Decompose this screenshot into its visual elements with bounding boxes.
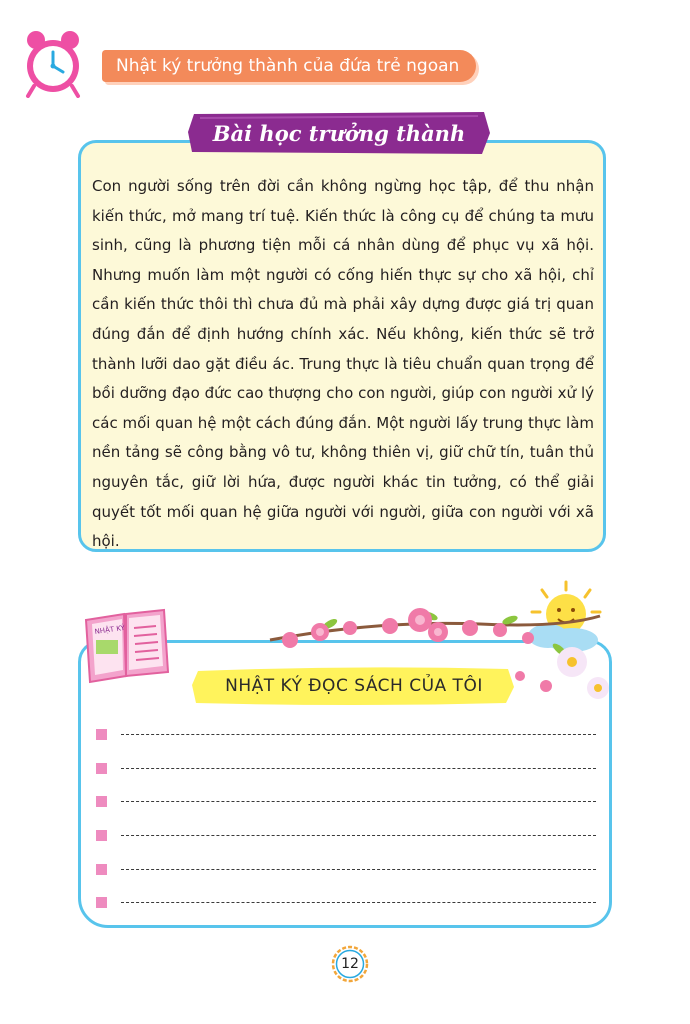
bullet-square xyxy=(96,864,107,875)
writing-line[interactable] xyxy=(96,785,596,819)
dashed-line xyxy=(121,869,596,870)
writing-line[interactable] xyxy=(96,852,596,886)
writing-line[interactable] xyxy=(96,718,596,752)
open-book-icon xyxy=(80,606,172,686)
writing-line[interactable] xyxy=(96,752,596,786)
writing-line[interactable] xyxy=(96,819,596,853)
bullet-square xyxy=(96,729,107,740)
lesson-paragraph: Con người sống trên đời cần không ngừng học tập, để thu nhận kiến thức, mở mang trí tuệ. Kiến thức là công cụ để chúng ta mưu sinh, cũng là phương tiện mỗi cá nhân dùng để phục vụ xã hội. Nhưng muốn làm một người có cống hiến thực sự cho xã hội, chỉ cần kiến thức thôi thì chưa đủ mà phải xây dựng được giá trị quan đúng đắn để định hướng chính xác. Nếu không, kiến thức sẽ trở thành lưỡi dao gặt điều ác. Trung thực là tiêu chuẩn quan trọng để bồi dưỡng đạo đức cao thượng cho con người, giúp con người xử lý các mối quan hệ một cách đúng đắn. Một người lấy trung thực làm nền tảng sẽ công bằng vô tư, không thiên vị, giữ chữ tín, tuân thủ nguyên tắc, giữ lời hứa, được người khác tin tưởng, có thể giải quyết tốt mối quan hệ giữa người với người, giữa con người với xã hội. xyxy=(92,177,594,551)
bullet-square xyxy=(96,763,107,774)
dashed-line xyxy=(121,902,596,903)
page-number: 12 xyxy=(341,956,359,972)
writing-lines xyxy=(96,718,596,920)
alarm-clock-icon xyxy=(20,28,86,98)
dashed-line xyxy=(121,734,596,735)
dashed-line xyxy=(121,768,596,769)
series-title-banner xyxy=(102,50,476,82)
bullet-square xyxy=(96,897,107,908)
diary-title: NHẬT KÝ ĐỌC SÁCH CỦA TÔI xyxy=(225,676,483,696)
lesson-title: Bài học trưởng thành xyxy=(212,120,466,146)
book-label: NHẬT KÝ xyxy=(94,623,126,636)
dashed-line xyxy=(121,801,596,802)
writing-line[interactable] xyxy=(96,886,596,920)
bullet-square xyxy=(96,796,107,807)
series-title: Nhật ký trưởng thành của đứa trẻ ngoan xyxy=(116,56,460,76)
dashed-line xyxy=(121,835,596,836)
bullet-square xyxy=(96,830,107,841)
